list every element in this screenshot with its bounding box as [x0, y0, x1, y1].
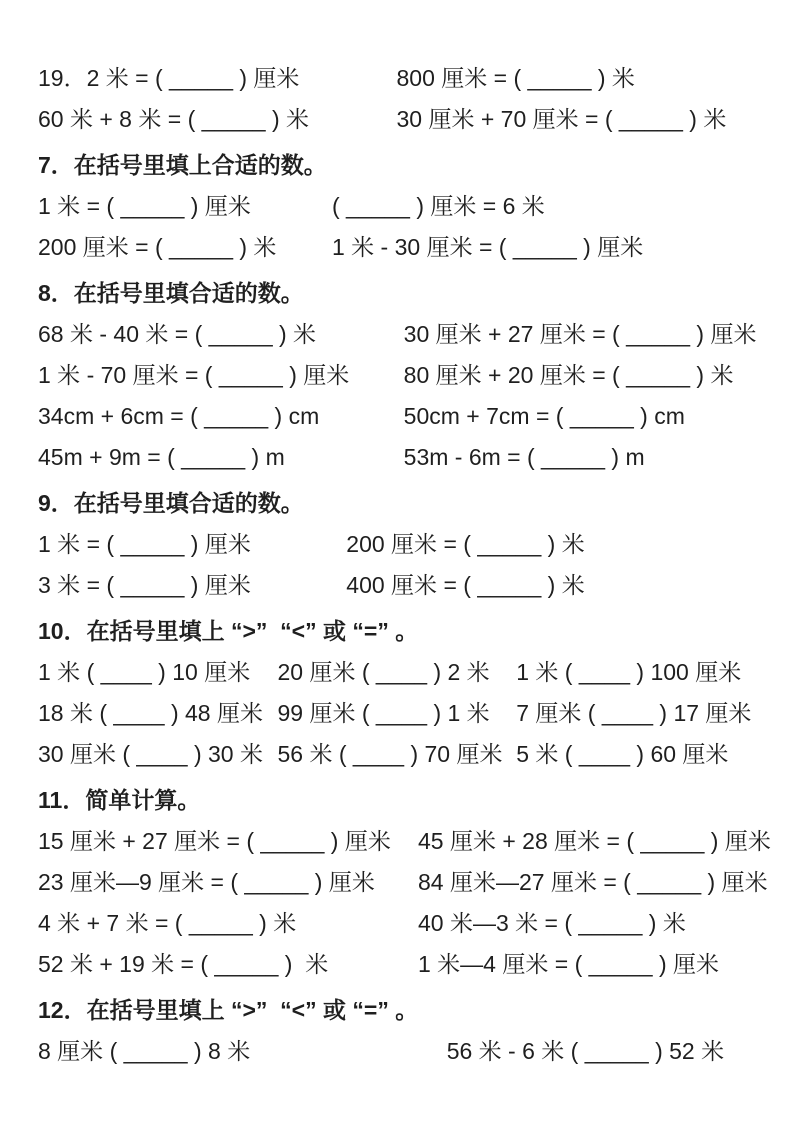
expression-cell: 1 米 - 70 厘米 = ( _____ ) 厘米: [38, 362, 350, 388]
expression-cell: 30 厘米 ( ____ ) 30 米: [38, 741, 263, 767]
section-heading-q11: 11．简单计算。: [38, 787, 201, 813]
expression-cell: 60 米 + 8 米 = ( _____ ) 米: [38, 106, 310, 132]
problem-row: [38, 1031, 755, 1072]
expression-cell: 40 米—3 米 = ( _____ ) 米: [418, 910, 686, 936]
problem-row: [38, 734, 755, 775]
problem-row: [38, 58, 755, 99]
expression-cell: 56 米 ( ____ ) 70 厘米: [277, 741, 503, 767]
problem-row: [38, 314, 755, 355]
expression-cell: 30 厘米 + 27 厘米 = ( _____ ) 厘米: [403, 321, 757, 347]
expression-cell: 200 厘米 = ( _____ ) 米: [38, 234, 277, 260]
expression-cell: 84 厘米—27 厘米 = ( _____ ) 厘米: [418, 869, 768, 895]
expression-cell: 1 米 - 30 厘米 = ( _____ ) 厘米: [331, 234, 644, 260]
expression-cell: 1 米 ( ____ ) 10 厘米: [38, 659, 251, 685]
problem-row: [38, 99, 755, 140]
expression-cell: 50cm + 7cm = ( _____ ) cm: [403, 403, 685, 429]
expression-cell: 7 厘米 ( ____ ) 17 厘米: [516, 700, 752, 726]
section-heading-q10: 10．在括号里填上 “>” “<” 或 “=” 。: [38, 618, 419, 644]
section-heading-q12: 12．在括号里填上 “>” “<” 或 “=” 。: [38, 997, 419, 1023]
expression-cell: 3 米 = ( _____ ) 厘米: [38, 572, 251, 598]
expression-cell: 20 厘米 ( ____ ) 2 米: [277, 659, 490, 685]
expression-cell: 45m + 9m = ( _____ ) m: [38, 444, 285, 470]
section-heading-q7: 7．在括号里填上合适的数。: [38, 152, 327, 178]
expression-cell: 800 厘米 = ( _____ ) 米: [396, 65, 635, 91]
expression-cell: 80 厘米 + 20 厘米 = ( _____ ) 米: [403, 362, 734, 388]
expression-cell: 45 厘米 + 28 厘米 = ( _____ ) 厘米: [418, 828, 771, 854]
problem-row: [38, 652, 755, 693]
problem-row: [38, 565, 755, 606]
expression-cell: 8 厘米 ( _____ ) 8 米: [38, 1038, 251, 1064]
problem-row: [38, 227, 755, 268]
expression-cell: 99 厘米 ( ____ ) 1 米: [277, 700, 490, 726]
expression-cell: 1 米—4 厘米 = ( _____ ) 厘米: [418, 951, 720, 977]
problem-row: [38, 396, 755, 437]
expression-cell: 400 厘米 = ( _____ ) 米: [346, 572, 585, 598]
problem-row: [38, 903, 755, 944]
expression-cell: 68 米 - 40 米 = ( _____ ) 米: [38, 321, 317, 347]
expression-cell: 1 米 = ( _____ ) 厘米: [38, 531, 251, 557]
expression-cell: 1 米 ( ____ ) 100 厘米: [516, 659, 742, 685]
expression-cell: 56 米 - 6 米 ( _____ ) 52 米: [446, 1038, 725, 1064]
section-heading-q8: 8．在括号里填合适的数。: [38, 280, 304, 306]
expression-cell: 4 米 + 7 米 = ( _____ ) 米: [38, 910, 297, 936]
expression-cell: 52 米 + 19 米 = ( _____ ) 米: [38, 951, 329, 977]
problem-row: [38, 524, 755, 565]
expression-cell: 53m - 6m = ( _____ ) m: [403, 444, 645, 470]
expression-cell: 200 厘米 = ( _____ ) 米: [346, 531, 585, 557]
expression-cell: 5 米 ( ____ ) 60 厘米: [516, 741, 729, 767]
problem-row: [38, 821, 771, 862]
expression-cell: 30 厘米 + 70 厘米 = ( _____ ) 米: [396, 106, 727, 132]
expression-cell: 18 米 ( ____ ) 48 厘米: [38, 700, 263, 726]
expression-cell: 34cm + 6cm = ( _____ ) cm: [38, 403, 320, 429]
problem-row: [38, 944, 755, 985]
problem-row: [38, 437, 755, 478]
expression-cell: 15 厘米 + 27 厘米 = ( _____ ) 厘米: [38, 828, 391, 854]
problem-row: [38, 862, 768, 903]
expression-cell: 23 厘米—9 厘米 = ( _____ ) 厘米: [38, 869, 375, 895]
section-heading-q9: 9．在括号里填合适的数。: [38, 490, 304, 516]
expression-cell: ( _____ ) 厘米 = 6 米: [331, 193, 545, 219]
problem-row: [38, 355, 755, 396]
expression-cell: 19．2 米 = ( _____ ) 厘米: [38, 65, 300, 91]
problem-row: [38, 693, 755, 734]
expression-cell: 1 米 = ( _____ ) 厘米: [38, 193, 251, 219]
problem-row: [38, 186, 755, 227]
